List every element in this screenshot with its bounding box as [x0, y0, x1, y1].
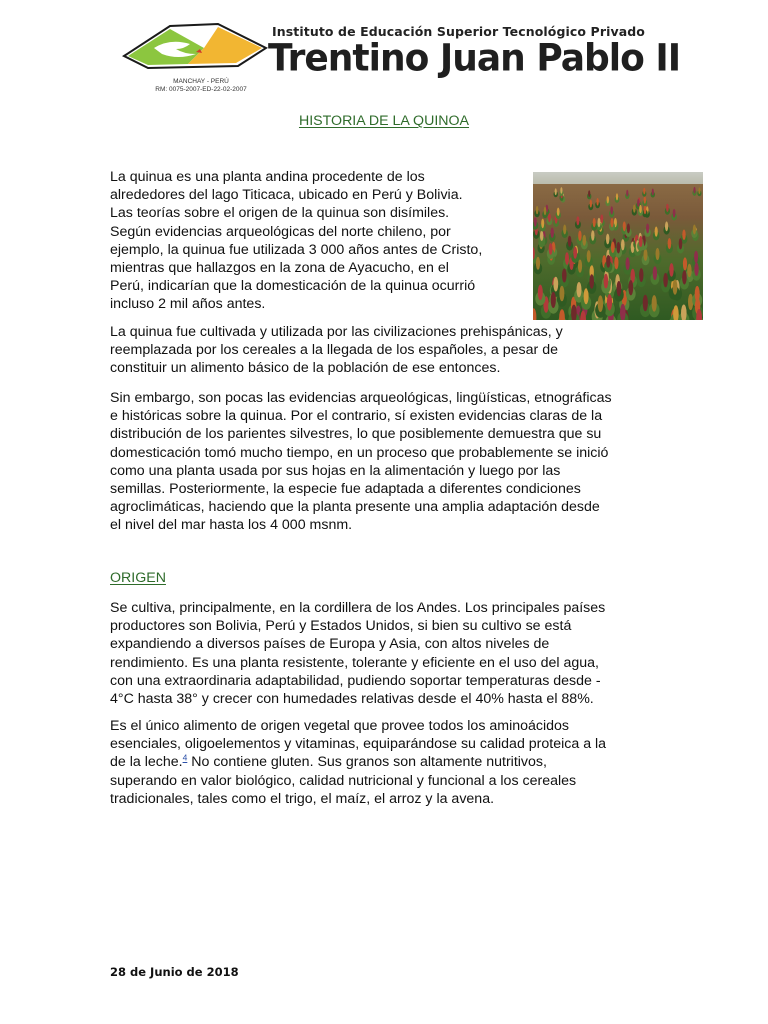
- text-line: rendimiento. Es una planta resistente, tolerante y eficiente en el uso del agua,: [110, 654, 599, 671]
- institute-name: Trentino Juan Pablo II: [268, 37, 681, 81]
- institute-type-line: Instituto de Educación Superior Tecnológico Privado: [272, 24, 645, 39]
- paragraph-cultivation: [110, 323, 660, 378]
- text-line: Sin embargo, son pocas las evidencias arqueológicas, lingüísticas, etnográficas: [110, 390, 612, 406]
- paragraph-origin: [110, 599, 660, 708]
- text-line: con una extraordinaria adaptabilidad, pudiendo soportar temperaturas desde -: [110, 672, 601, 689]
- paragraph-nutrition: [110, 717, 660, 808]
- text-line: el nivel del mar hasta los 4 000 msnm.: [110, 517, 353, 534]
- text-line: expandiendo a diversos países de Europa y Asia, con altos niveles de: [110, 636, 550, 653]
- text-line: superando en valor biológico, calidad nutricional y funcional a los cereales: [110, 772, 577, 789]
- text-line: productores son Bolivia, Perú y Estados Unidos, si bien su cultivo se está: [110, 618, 572, 635]
- text-line: Según evidencias arqueológicas del norte chileno, por: [110, 223, 451, 240]
- text-line: ejemplo, la quinua fue utilizada 3 000 años antes de Cristo,: [110, 241, 483, 258]
- text-segment: de la leche.: [110, 754, 183, 771]
- text-line: 4°C hasta 38° y crecer con humedades relativas desde el 40% hasta el 88%.: [110, 691, 594, 708]
- text-line: constituir un alimento básico de la población de ese entonces.: [110, 360, 501, 377]
- text-line: tradicionales, tales como el trigo, el maíz, el arroz y la avena.: [110, 790, 495, 807]
- document-date: 28 de Junio de 2018: [110, 965, 239, 979]
- logo-city-text: MANCHAY - PERÚ: [173, 78, 229, 85]
- text-line: Las teorías sobre el origen de la quinua son disímiles.: [110, 205, 450, 222]
- text-line: La quinua fue cultivada y utilizada por las civilizaciones prehispánicas, y: [110, 324, 563, 340]
- text-line: distribución de los parientes silvestres, lo que posiblemente demuestra que su: [110, 426, 602, 443]
- section-heading-origen: ORIGEN: [110, 570, 166, 586]
- footnote-link[interactable]: 4: [182, 752, 188, 763]
- text-line: semillas. Posteriormente, la especie fue adaptada a diferentes condiciones: [110, 481, 581, 498]
- text-line: incluso 2 mil años antes.: [110, 296, 266, 313]
- text-segment: No contiene gluten. Sus granos son altamente nutritivos,: [187, 754, 547, 771]
- text-line: [110, 753, 660, 771]
- institute-logo: [118, 18, 268, 104]
- quinoa-field-photo: [533, 172, 703, 320]
- text-line: Perú, indicarían que la domesticación de la quinua ocurrió: [110, 278, 476, 295]
- logo-rm-text: RM: 0075-2007-ED-22-02-2007: [155, 86, 247, 93]
- letterhead: [110, 14, 680, 94]
- text-line: domesticación tomó mucho tiempo, en un proceso que probablemente se inició: [110, 444, 609, 461]
- text-line: Se cultiva, principalmente, en la cordillera de los Andes. Los principales países: [110, 600, 606, 616]
- paragraph-evidence: [110, 389, 660, 535]
- text-line: reemplazada por los cereales a la llegada de los españoles, a pesar de: [110, 342, 558, 359]
- document-title: HISTORIA DE LA QUINOA: [298, 113, 470, 129]
- text-line: agroclimáticas, haciendo que la planta presente una amplia adaptación desde: [110, 499, 600, 516]
- text-line: La quinua es una planta andina procedente de los: [110, 169, 425, 185]
- text-line: mientras que hallazgos en la zona de Ayacucho, en el: [110, 260, 449, 277]
- text-line: alrededores del lago Titicaca, ubicado en Perú y Bolivia.: [110, 187, 463, 204]
- text-line: Es el único alimento de origen vegetal que provee todos los aminoácidos: [110, 718, 570, 734]
- text-line: como una planta usada por sus hojas en la alimentación y luego por las: [110, 462, 561, 479]
- text-line: esenciales, oligoelementos y vitaminas, equiparándose su calidad proteica a la: [110, 736, 607, 753]
- text-line: e históricas sobre la quinua. Por el contrario, sí existen evidencias claras de la: [110, 408, 603, 425]
